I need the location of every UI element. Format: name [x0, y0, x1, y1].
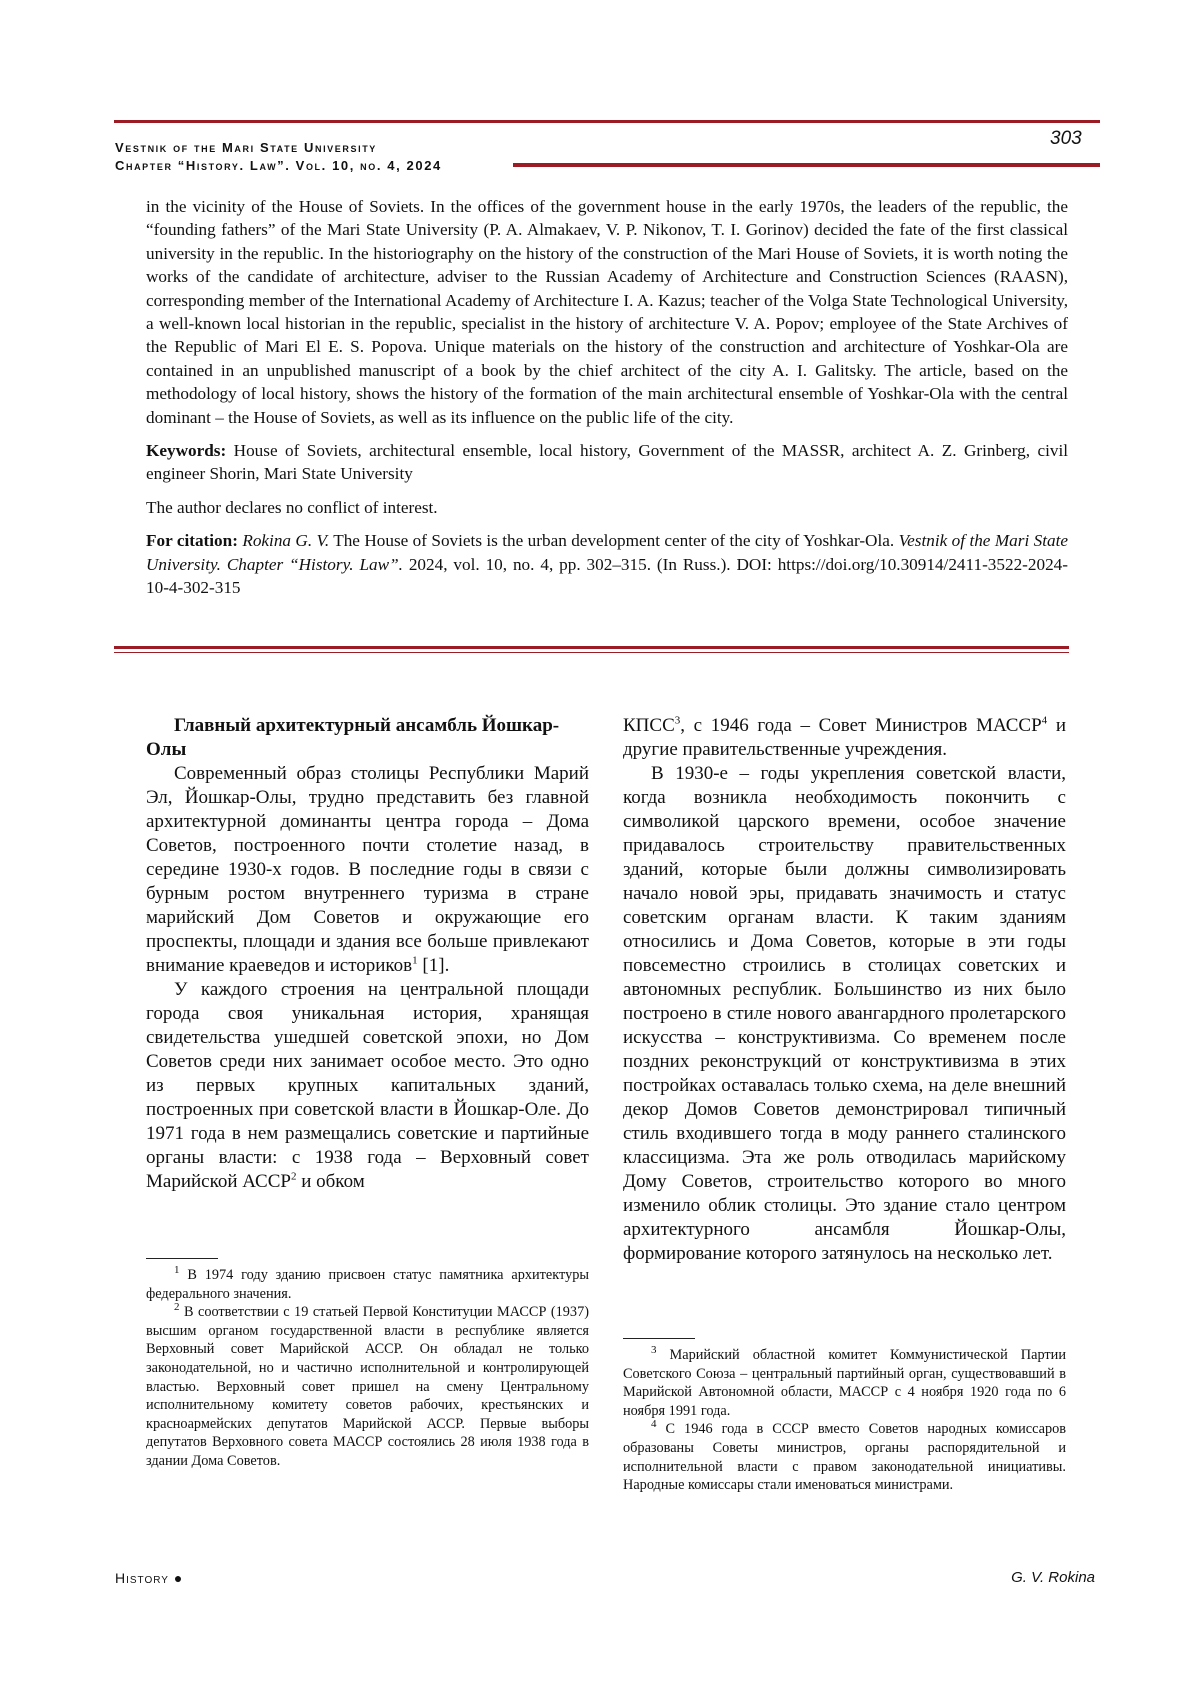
footnote-2-text: В соответствии с 19 статьей Первой Конституции МАССР (1937) высшим органом государственной власти в республике является Верховный совет Марийской АССР. Он обладал не только законодательной, но и частично исполнительной и контролирующей властью. Верховный совет пришел на смену Центральному исполнительному комитету советов рабочих, крестьянских и красноармейских депутатов Марийской АССР. Первые выборы депутатов Верховного совета МАССР состоялись 28 июля 1938 года в здании Дома Советов. [146, 1304, 589, 1469]
footnote-1-text: В 1974 году зданию присвоен статус памятника архитектуры федерального значения. [146, 1267, 589, 1302]
footnote-1 [146, 1266, 589, 1303]
right-paragraph-1 [623, 714, 1066, 762]
journal-title [115, 139, 442, 175]
left-paragraph-2-end: и обком [296, 1171, 365, 1192]
left-paragraph-1-text: Современный образ столицы Республики Марий Эл, Йошкар-Олы, трудно представить без главной архитектурной доминанты центра города – Дома Советов, построенного почти столетие назад, в середине 1930-х годов. В последние годы в связи с бурным ростом внутреннего туризма в стране марийский Дом Советов и окружающие его проспекты, площади и здания все больше привлекают внимание краеведов и историков [146, 763, 589, 976]
footnotes-left [146, 1266, 589, 1471]
abstract-text: in the vicinity of the House of Soviets. In the offices of the government house in the early 1970s, the leaders of the republic, the “founding fathers” of the Mari State University (P. A. Almakaev, V. P. Nikonov, T. I. Gorinov) decided the fate of the first classical university in the republic. In the historiography on the history of the construction of the Mari House of Soviets, it is worth noting the works of the candidate of architecture, adviser to the Russian Academy of Architecture and Construction Sciences (RAASN), corresponding member of the International Academy of Architecture I. A. Kazus; teacher of the Volga State Technological University, a well-known local historian in the republic, specialist in the history of architecture V. A. Popov; employee of the State Archives of the Republic of Mari El E. S. Popova. Unique materials on the history of the construction and architecture of Yoshkar-Ola are contained in an unpublished manuscript of a book by the chief architect of the city A. I. Galitsky. The article, based on the methodology of local history, shows the history of the formation of the main architectural ensemble of Yoshkar-Ola with the central dominant – the House of Soviets, as well as its influence on the public life of the city. [146, 197, 1068, 427]
right-paragraph-2: В 1930-е – годы укрепления советской власти, когда возникла необходимость покончить с символикой царского времени, особое значение придавалось строительству правительственных зданий, которые были должны символизировать начало новой эры, придавать значимость и статус советским органам власти. К таким зданиям относились и Дома Советов, которые в эти годы повсеместно строились в столицах советских и автономных республик. Большинство из них было построено в стиле нового авангардного пролетарского искусства – конструктивизма. Со временем после поздних реконструкций от конструктивизма в этих постройках оставалась только схема, на деле внешний декор Домов Советов демонстрировал типичный стиль входившего тогда в моду раннего сталинского классицизма. Эта же роль отводилась марийскому Дому Советов, строительство которого во много изменило облик столицы. Это здание стало центром архитектурного ансамбля Йошкар-Олы, формирование которого затянулось на несколько лет. [623, 763, 1066, 1264]
footnote-2 [146, 1303, 589, 1470]
left-column [146, 714, 589, 1194]
footer-author: G. V. Rokina [1011, 1569, 1095, 1586]
keywords-text: House of Soviets, architectural ensemble, local history, Government of the MASSR, architect A. Z. Grinberg, civil engineer Shorin, Mari State University [146, 441, 1068, 484]
page-number: 303 [1050, 128, 1082, 149]
footer-section: History ● [115, 1570, 184, 1586]
citation-journal: Vestnik of the Mari State University. Chapter “History. Law”. [146, 531, 1068, 574]
right-paragraph-1-end: и другие правительственные учреждения. [623, 715, 1066, 760]
keywords-label: Keywords: [146, 441, 227, 461]
footnote-1-number: 1 [174, 1264, 180, 1277]
citation-details: 2024, vol. 10, no. 4, pp. 302–315. (In Russ.). DOI: https://doi.org/10.30914/2411-3522-2024-10-4-302-315 [146, 554, 1068, 598]
right-paragraph-1-start: КПСС [623, 715, 675, 736]
footnote-ref-2[interactable]: 2 [290, 1170, 297, 1183]
citation-title: The House of Soviets is the urban development center of the city of Yoshkar-Ola. [329, 531, 899, 551]
footnote-4-text: С 1946 года в СССР вместо Советов народных комиссаров образованы Советы министров, органы распорядительной и исполнительной власти с правом законодательной инициативы. Народные комиссары стали именоваться министрами. [623, 1421, 1066, 1494]
section-divider-top [114, 646, 1069, 649]
left-paragraph-1 [146, 762, 589, 978]
footnote-4-number: 4 [651, 1418, 657, 1431]
citation-label: For citation: [146, 531, 238, 551]
citation [146, 529, 1068, 599]
footnote-ref-3[interactable]: 3 [674, 714, 681, 727]
footnote-2-number: 2 [174, 1301, 180, 1314]
footnote-ref-4[interactable]: 4 [1041, 714, 1048, 727]
footnote-3 [623, 1346, 1066, 1420]
footnote-3-text: Марийский областной комитет Коммунистической Партии Советского Союза – центральный партийный орган, существовавший в Марийской Автономной области, МАССР с 4 ноября 1920 года по 6 ноября 1991 года. [623, 1347, 1066, 1419]
journal-title-line2: Chapter “History. Law”. Vol. 10, no. 4, 2024 [115, 158, 442, 173]
keywords [146, 439, 1068, 486]
journal-title-line1: Vestnik of the Mari State University [115, 140, 377, 155]
section-divider-bottom [114, 652, 1069, 653]
left-paragraph-2-text: У каждого строения на центральной площади города своя уникальная история, хранящая свидетельства ушедшей советской эпохи, но Дом Советов среди них занимает особое место. Это одно из первых крупных капитальных зданий, построенных при советской власти в Йошкар-Оле. До 1971 года в нем размещались советские и партийные органы власти: с 1938 года – Верховный совет Марийской АССР [146, 979, 589, 1192]
conflict-statement: The author declares no conflict of interest. [146, 497, 438, 517]
abstract-block [146, 195, 1068, 610]
footnote-3-number: 3 [651, 1344, 657, 1357]
left-paragraph-1-end: [1]. [417, 955, 450, 976]
citation-author: Rokina G. V. [242, 531, 330, 551]
footnotes-right [623, 1346, 1066, 1495]
header-top-rule [114, 120, 1100, 123]
footnote-4 [623, 1420, 1066, 1494]
footnote-ref-1[interactable]: 1 [412, 954, 418, 967]
footnote-rule-left [146, 1258, 218, 1259]
footnote-rule-right [623, 1338, 695, 1339]
section-heading: Главный архитектурный ансамбль Йошкар-Олы [146, 715, 560, 760]
header-accent-rule [513, 163, 1100, 167]
right-paragraph-1-mid: , с 1946 года – Совет Министров МАССР [680, 715, 1042, 736]
right-column [623, 714, 1066, 1266]
left-paragraph-2 [146, 978, 589, 1194]
